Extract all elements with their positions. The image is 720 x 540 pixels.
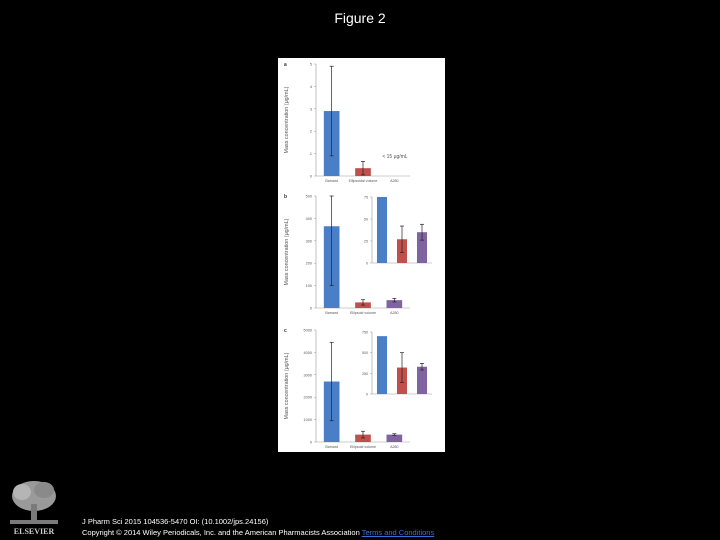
panel-c-y-axis-label: Mass concentration (μg/mL) [284, 352, 290, 420]
panel-b-category-label: Ellipsoid volume [350, 311, 376, 315]
panel-a-y-axis-label: Mass concentration (μg/mL) [284, 86, 290, 154]
panel-b-tick-label: 400 [305, 216, 312, 221]
elsevier-logo [6, 478, 62, 538]
panel-c-tick-label: 4000 [303, 350, 312, 355]
panel-c-inset-bar [417, 367, 427, 394]
figure-chart [278, 58, 445, 452]
panel-b-y-axis-label: Mass concentration (μg/mL) [284, 218, 290, 286]
panel-c-tick-label: 2000 [303, 395, 312, 400]
panel-b-tick-label: 0 [309, 306, 312, 311]
panel-a-tick-label: 1 [309, 152, 312, 157]
panel-b-inset-tick-label: 50 [364, 217, 368, 222]
panel-b-tick-label: 300 [305, 239, 312, 244]
panel-b-inset-tick-label: 25 [364, 239, 368, 244]
citation-line-1: J Pharm Sci 2015 104536-5470 OI: (10.1002/jps.24156) [82, 517, 269, 526]
panel-b-tick-label: 100 [305, 284, 312, 289]
panel-b-tick-label: 500 [305, 194, 312, 199]
panel-b-inset-tick-label: 75 [364, 195, 368, 200]
panel-c-category-label: A280 [390, 445, 399, 449]
panel-c-tick-label: 5000 [303, 328, 312, 333]
panel-a-tick-label: 2 [309, 129, 312, 134]
panel-c-inset-tick-label: 500 [362, 351, 368, 356]
panel-a-category-label: Bamard [325, 179, 338, 183]
svg-text:ELSEVIER: ELSEVIER [13, 527, 55, 536]
page-title: Figure 2 [334, 10, 386, 26]
panel-a-tick-label: 4 [309, 84, 312, 89]
panel-b-category-label: Bamard [325, 311, 338, 315]
panel-c-letter: c [284, 328, 287, 334]
panel-c-inset-tick-label: 0 [366, 392, 368, 397]
panel-c-category-label: Ellipsoid volume [350, 445, 376, 449]
panel-b-letter: b [284, 194, 288, 200]
panel-b-tick-label: 200 [305, 261, 312, 266]
figure-image [278, 58, 445, 452]
panel-a-annotation: < 15 μg/mL [382, 154, 408, 161]
citation [82, 516, 434, 538]
panel-c-inset-bar [377, 336, 387, 394]
panel-a-tick-label: 5 [309, 62, 312, 67]
terms-link[interactable]: Terms and Conditions [361, 528, 435, 537]
panel-a-tick-label: 0 [309, 174, 312, 179]
panel-c-tick-label: 3000 [303, 373, 312, 378]
panel-b-inset-tick-label: 0 [366, 261, 368, 266]
panel-c-inset-tick-label: 750 [362, 330, 368, 335]
panel-c-inset-tick-label: 250 [362, 371, 368, 376]
panel-a-letter: a [284, 62, 287, 68]
panel-a-category-label: Ellipsoidal volume [348, 179, 378, 183]
panel-b-inset-bar [377, 197, 387, 263]
citation-line-2 [82, 527, 434, 538]
panel-c-tick-label: 1000 [303, 418, 312, 423]
panel-a-tick-label: 3 [309, 107, 312, 112]
panel-a-category-label: A280 [390, 179, 399, 183]
panel-c-tick-label: 0 [309, 440, 312, 445]
panel-b-category-label: A280 [390, 311, 399, 315]
copyright-text: Copyright © 2014 Wiley Periodicals, Inc. and the American Pharmacists Association [82, 528, 362, 537]
panel-c-category-label: Bamard [325, 445, 338, 449]
